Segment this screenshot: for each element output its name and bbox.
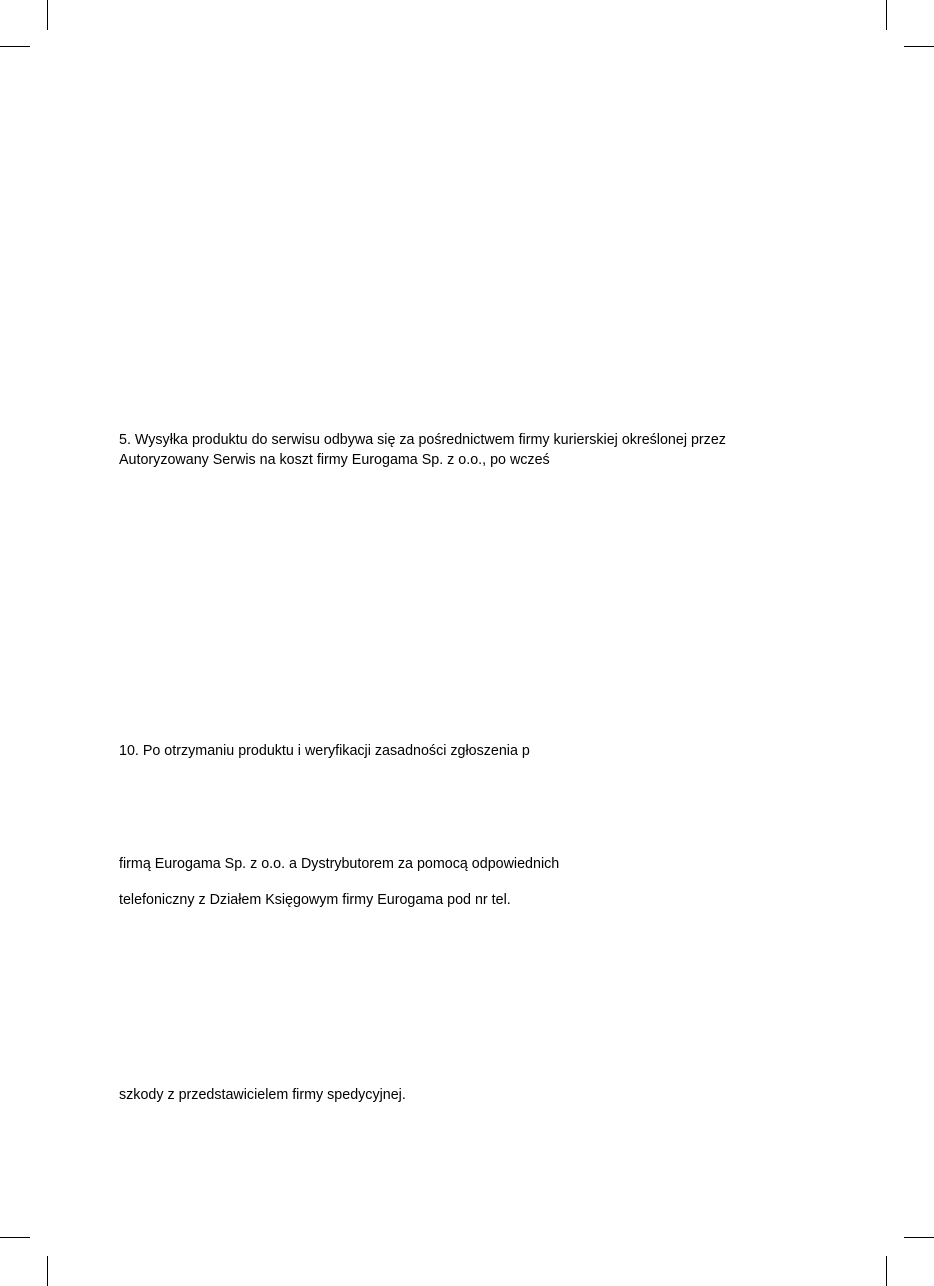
crop-mark-bottom-right-vertical bbox=[886, 1256, 887, 1286]
point-10-line-1: 10. Po otrzymaniu produktu i weryfikacji zasadności zgłoszenia p bbox=[119, 743, 530, 759]
text-fragment-accounting: telefoniczny z Działem Księgowym firmy Eurogama pod nr tel. bbox=[119, 892, 511, 908]
crop-mark-top-right-vertical bbox=[886, 0, 887, 30]
text-fragment-distributor: firmą Eurogama Sp. z o.o. a Dystrybutorem za pomocą odpowiednich bbox=[119, 856, 560, 872]
crop-mark-top-right-horizontal bbox=[904, 46, 934, 47]
crop-mark-bottom-left-horizontal bbox=[0, 1237, 30, 1238]
crop-mark-top-left-vertical bbox=[47, 0, 48, 30]
text-fragment-shipping-damage: szkody z przedstawicielem firmy spedycyjnej. bbox=[119, 1087, 406, 1103]
point-5-line-2: Autoryzowany Serwis na koszt firmy Eurogama Sp. z o.o., po wcześ bbox=[119, 452, 550, 468]
point-5-line-1: 5. Wysyłka produktu do serwisu odbywa się za pośrednictwem firmy kurierskiej określonej przez bbox=[119, 432, 726, 448]
crop-mark-top-left-horizontal bbox=[0, 46, 30, 47]
crop-mark-bottom-right-horizontal bbox=[904, 1237, 934, 1238]
crop-mark-bottom-left-vertical bbox=[47, 1256, 48, 1286]
